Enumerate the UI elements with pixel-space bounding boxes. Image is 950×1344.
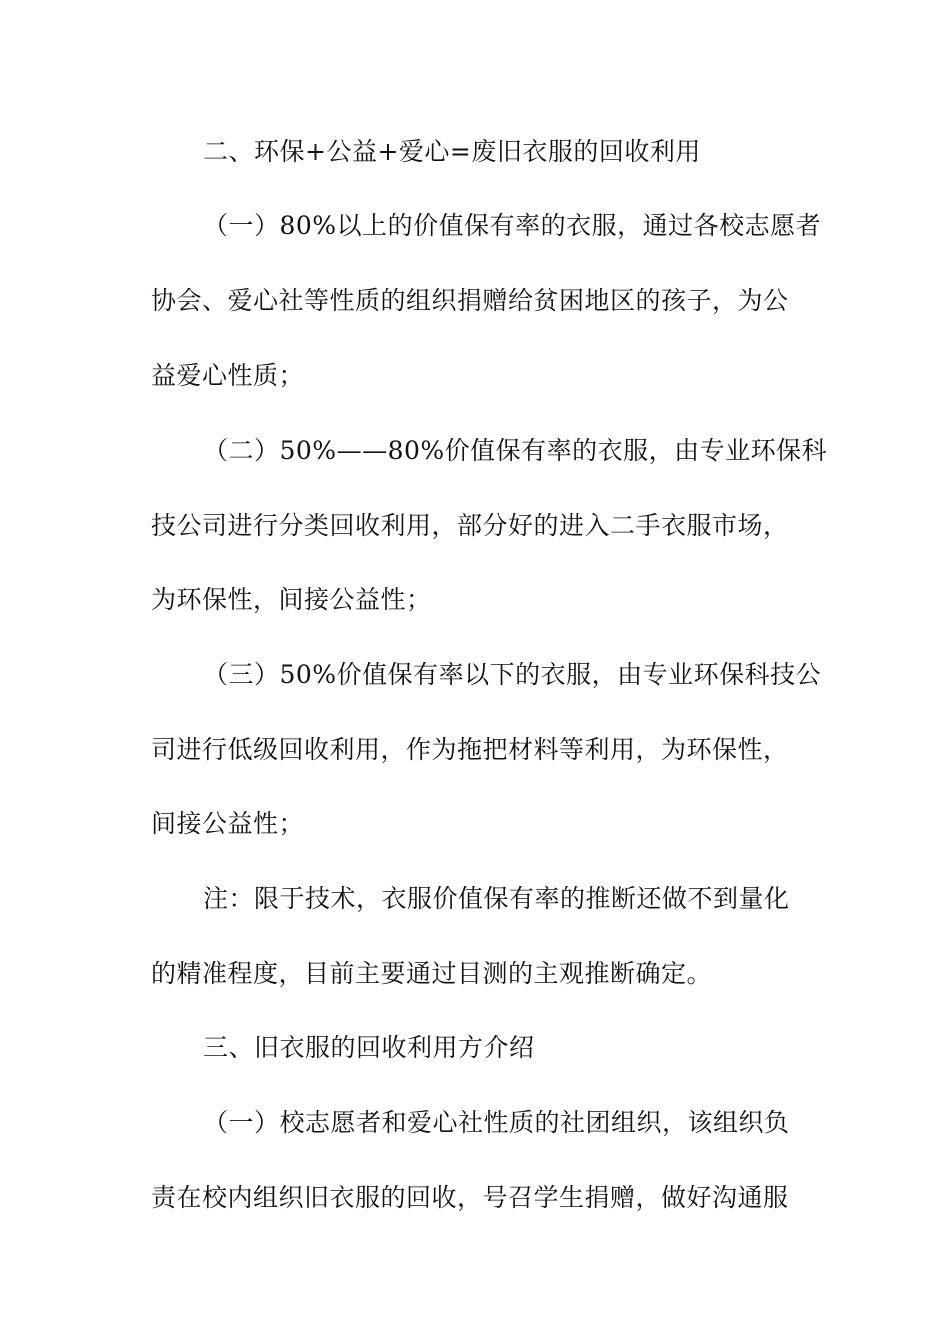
paragraph-line: 间接公益性； <box>151 809 305 838</box>
paragraph-line: （一）校志愿者和爱心社性质的社团组织，该组织负 <box>203 1108 790 1137</box>
paragraph-line: 为环保性，间接公益性； <box>151 585 432 614</box>
paragraph-line: 益爱心性质； <box>151 361 305 390</box>
section-heading-3: 三、旧衣服的回收利用方介绍 <box>203 1033 535 1062</box>
paragraph-line: 司进行低级回收利用，作为拖把材料等利用，为环保性， <box>151 735 789 764</box>
section-heading-2: 二、环保+公益+爱心=废旧衣服的回收利用 <box>203 137 701 166</box>
paragraph-line: 协会、爱心社等性质的组织捐赠给贫困地区的孩子，为公 <box>151 286 789 315</box>
paragraph-line: 技公司进行分类回收利用，部分好的进入二手衣服市场， <box>151 511 789 540</box>
paragraph-line: （三）50%价值保有率以下的衣服，由专业环保科技公 <box>203 660 822 689</box>
paragraph-line: （二）50%——80%价值保有率的衣服，由专业环保科 <box>203 436 828 465</box>
note-line: 注：限于技术，衣服价值保有率的推断还做不到量化 <box>203 884 790 913</box>
paragraph-line: （一）80%以上的价值保有率的衣服，通过各校志愿者 <box>203 211 822 240</box>
paragraph-line: 责在校内组织旧衣服的回收，号召学生捐赠，做好沟通服 <box>151 1183 789 1212</box>
note-line: 的精准程度，目前主要通过目测的主观推断确定。 <box>151 959 713 988</box>
